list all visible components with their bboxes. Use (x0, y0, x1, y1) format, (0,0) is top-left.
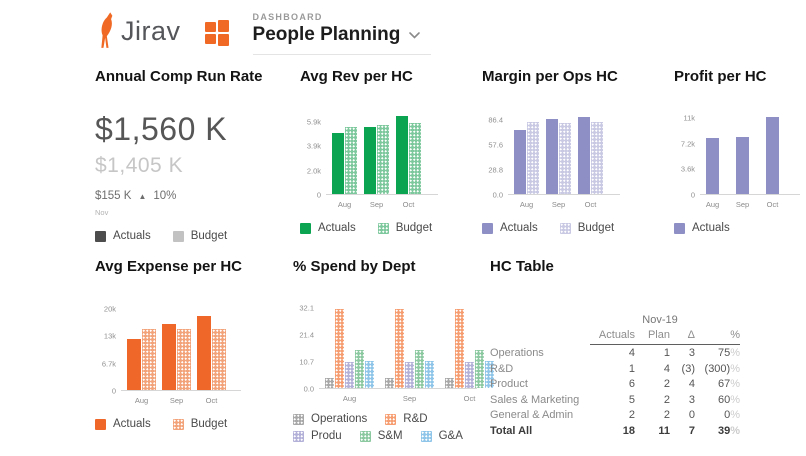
y-axis-tick: 3.9k (306, 141, 321, 151)
widget-title: Margin per Ops HC (482, 68, 618, 85)
table-header-row (490, 328, 802, 346)
bar-group (325, 303, 374, 403)
table-cell: 6 (628, 378, 635, 390)
bar-chart (674, 113, 802, 209)
legend-item (300, 222, 356, 234)
bar (395, 309, 404, 388)
bar-group (514, 113, 539, 209)
table-row (490, 424, 802, 439)
y-axis (300, 113, 326, 200)
bar (455, 309, 464, 388)
bar (332, 133, 344, 194)
x-axis-label: Oct (584, 200, 597, 209)
chart-legend (300, 222, 455, 234)
y-axis-tick: 21.4 (299, 330, 314, 340)
bar (127, 339, 141, 390)
legend-label: Produ (311, 430, 342, 442)
bar-group (332, 113, 357, 209)
y-axis-tick: 32.1 (299, 303, 314, 313)
y-axis-tick: 0.0 (492, 190, 503, 200)
table-row (490, 346, 802, 361)
legend-item (293, 430, 342, 442)
legend-item (293, 413, 367, 425)
bar (706, 138, 719, 194)
legend-item (95, 418, 151, 430)
chart-legend (95, 418, 275, 430)
table-row-label: Product (490, 378, 528, 390)
bar-group (705, 113, 720, 209)
table-cell: 2 (663, 409, 670, 421)
table-cell: 0 (688, 409, 695, 421)
bar-group (162, 303, 191, 405)
table-row (490, 393, 802, 408)
legend-label: Actuals (318, 222, 356, 234)
table-cell: 5 (628, 393, 635, 406)
legend-item (385, 413, 427, 425)
x-axis-label: Sep (369, 200, 384, 209)
legend-swatch (293, 414, 304, 425)
legend-swatch (560, 223, 571, 234)
y-axis-tick: 0 (111, 386, 116, 396)
table-cell: 4 (688, 378, 695, 390)
y-axis-tick: 2.0k (306, 166, 321, 176)
bar (766, 117, 779, 194)
y-axis-tick: 7.2k (680, 139, 695, 149)
x-axis-label: Oct (205, 396, 218, 405)
bar-group (197, 303, 226, 405)
x-axis-label: Aug (134, 396, 149, 405)
legend-label: R&D (403, 413, 428, 425)
bar (345, 127, 357, 194)
widget-title: Annual Comp Run Rate (95, 68, 263, 85)
table-cell-percent: (300)% (704, 362, 740, 375)
table-column-header: Plan (635, 328, 670, 346)
table-row-label: Operations (490, 347, 544, 359)
legend-item (360, 430, 403, 442)
bar (364, 127, 376, 194)
x-axis-label: Oct (402, 200, 415, 209)
y-axis-tick: 20k (103, 304, 116, 314)
y-axis-tick: 6.7k (101, 359, 116, 369)
bar-chart (482, 113, 642, 209)
legend-label: Budget (577, 222, 615, 234)
legend-label: Budget (190, 230, 228, 242)
y-axis (293, 303, 319, 394)
table-cell: 3 (688, 393, 695, 406)
bar (415, 350, 424, 388)
bar (475, 350, 484, 388)
bar (578, 117, 590, 194)
plot-area (508, 113, 620, 209)
table-cell-percent: 0% (724, 409, 740, 421)
table-row (490, 377, 802, 392)
bar (377, 125, 389, 194)
y-axis-tick: 86.4 (488, 115, 503, 125)
legend-label: Actuals (692, 222, 730, 234)
x-axis-label: Oct (463, 394, 476, 403)
bar (409, 123, 421, 194)
widget-title: Avg Expense per HC (95, 258, 242, 275)
widget-title: HC Table (490, 258, 554, 275)
table-cell: 1 (628, 362, 635, 375)
table-row (490, 408, 802, 423)
plot-area (326, 113, 438, 209)
chart-legend (293, 413, 481, 442)
giraffe-icon (95, 12, 117, 50)
dashboard-label: DASHBOARD (252, 12, 323, 22)
legend-item (421, 430, 463, 442)
kpi-delta (95, 190, 295, 202)
table-cell: 2 (663, 378, 670, 390)
widget-margin-per-ops-hc (482, 68, 642, 234)
y-axis-tick: 0 (316, 190, 321, 200)
table-cell: 4 (663, 362, 670, 375)
bar-group (735, 113, 750, 209)
widget-hc-table (490, 258, 802, 438)
x-axis-label: Sep (169, 396, 184, 405)
table-cell: 2 (628, 409, 635, 421)
y-axis-tick: 10.7 (299, 357, 314, 367)
y-axis-tick: 0.0 (303, 384, 314, 394)
widget-title: Profit per HC (674, 68, 767, 85)
legend-swatch (378, 223, 389, 234)
y-axis-tick: 3.6k (680, 164, 695, 174)
table-cell: 4 (628, 347, 635, 359)
legend-item (674, 222, 730, 234)
legend-item (482, 222, 538, 234)
legend-label: Budget (190, 418, 228, 430)
x-axis-label: Aug (519, 200, 534, 209)
apps-grid-icon[interactable] (205, 20, 231, 46)
chevron-down-icon[interactable] (408, 31, 421, 40)
up-arrow-icon: ▲ (138, 191, 147, 201)
widget-avg-expense-per-hc (95, 258, 275, 430)
y-axis-tick: 11k (683, 113, 695, 123)
bar (197, 316, 211, 390)
table-column-header: Δ (670, 328, 695, 346)
legend-label: S&M (377, 430, 403, 442)
header (95, 12, 431, 55)
bar (425, 361, 434, 388)
x-axis-label: Sep (735, 200, 750, 209)
bar (396, 116, 408, 194)
legend-swatch (360, 431, 371, 442)
kpi-delta-value: $155 K (95, 190, 132, 202)
legend-item (560, 222, 614, 234)
y-axis-tick: 13k (103, 331, 116, 341)
bar-chart (95, 303, 275, 405)
legend-swatch (300, 223, 311, 234)
table-column-header: Actuals (590, 328, 635, 346)
title-block (253, 12, 431, 55)
table-cell: 1 (663, 347, 670, 359)
widget-title: Avg Rev per HC (300, 68, 413, 85)
table-cell-percent: 60% (717, 393, 740, 406)
legend-label: Budget (395, 222, 433, 234)
table-period-row (490, 313, 802, 328)
bar (559, 123, 571, 194)
table-row-label: Total All (490, 424, 533, 437)
plot-area (121, 303, 241, 405)
table-cell: (3) (681, 362, 695, 375)
table-row-label: Sales & Marketing (490, 393, 580, 406)
table-row (490, 362, 802, 377)
legend-swatch (293, 431, 304, 442)
table-cell: 11 (658, 424, 670, 437)
legend-swatch (173, 419, 184, 430)
bar (465, 362, 474, 389)
widget-pct-spend-by-dept (293, 258, 481, 442)
table-column-header: % (695, 328, 740, 346)
y-axis-tick: 28.8 (488, 165, 503, 175)
x-axis-label: Aug (705, 200, 720, 209)
legend-label: Operations (311, 413, 368, 425)
legend-swatch (674, 223, 685, 234)
table-cell-percent: 67% (717, 378, 740, 390)
x-axis-label: Sep (551, 200, 566, 209)
table-row-label: R&D (490, 362, 514, 375)
bar (162, 324, 176, 390)
bar (527, 122, 539, 194)
table-cell-percent: 39% (717, 424, 740, 437)
bar-group (385, 303, 434, 403)
y-axis (95, 303, 121, 396)
legend-swatch (173, 231, 184, 242)
widget-annual-comp-run-rate (95, 68, 295, 242)
legend-label: G&A (438, 430, 463, 442)
y-axis (674, 113, 700, 200)
table-cell-percent: 75% (717, 347, 740, 359)
bar-chart (293, 303, 481, 403)
kpi-period: Nov (95, 208, 109, 217)
kpi-secondary-value: $1,405 K (95, 154, 184, 177)
period-header: Nov-19 (642, 314, 678, 326)
x-axis-label: Aug (337, 200, 352, 209)
bar-group (546, 113, 571, 209)
bar-group (127, 303, 156, 405)
kpi-legend (95, 230, 295, 242)
bar (142, 329, 156, 390)
plot-area (700, 113, 800, 209)
y-axis-tick: 0 (690, 190, 695, 200)
bar-chart (300, 113, 455, 209)
table-cell: 18 (622, 424, 635, 437)
x-axis-label: Aug (342, 394, 357, 403)
bar-group (364, 113, 389, 209)
page-title: People Planning (252, 24, 401, 45)
jirav-logo[interactable] (95, 12, 181, 50)
bar (325, 378, 334, 388)
kpi-primary-value: $1,560 K (95, 111, 228, 147)
hc-table (490, 313, 802, 438)
logo-text: Jirav (121, 15, 181, 46)
table-row-label: General & Admin (490, 409, 574, 421)
legend-label: Actuals (500, 222, 538, 234)
bar (365, 361, 374, 388)
legend-swatch (95, 231, 106, 242)
bar (405, 362, 414, 389)
chart-legend (674, 222, 802, 234)
legend-label: Actuals (113, 230, 151, 242)
legend-swatch (385, 414, 396, 425)
bar-group (445, 303, 494, 403)
bar (335, 309, 344, 388)
legend-swatch (95, 419, 106, 430)
y-axis-tick: 5.9k (306, 117, 321, 127)
bar (385, 378, 394, 388)
bar (546, 119, 558, 194)
bar (736, 137, 749, 194)
bar (177, 329, 191, 390)
legend-item (378, 222, 432, 234)
legend-swatch (421, 431, 432, 442)
x-axis-label: Sep (402, 394, 417, 403)
widget-profit-per-hc (674, 68, 802, 234)
bar (514, 130, 526, 194)
bar (212, 329, 226, 391)
bar (345, 362, 354, 389)
bar-group (766, 113, 779, 209)
dashboard-selector[interactable] (253, 24, 431, 46)
bar (591, 122, 603, 194)
bar (355, 350, 364, 388)
table-cell: 7 (688, 424, 695, 437)
legend-item (173, 230, 227, 242)
legend-item (173, 418, 227, 430)
legend-swatch (482, 223, 493, 234)
bar-group (396, 113, 421, 209)
bar (445, 378, 454, 388)
bar-group (578, 113, 603, 209)
x-axis-label: Oct (766, 200, 779, 209)
y-axis-tick: 57.6 (488, 140, 503, 150)
table-cell: 2 (663, 393, 670, 406)
widget-avg-rev-per-hc (300, 68, 455, 234)
kpi-delta-percent: 10% (153, 190, 177, 202)
plot-area (319, 303, 477, 403)
table-cell: 3 (688, 347, 695, 359)
y-axis (482, 113, 508, 200)
chart-legend (482, 222, 642, 234)
legend-item (95, 230, 151, 242)
widget-title: % Spend by Dept (293, 258, 416, 275)
legend-label: Actuals (113, 418, 151, 430)
